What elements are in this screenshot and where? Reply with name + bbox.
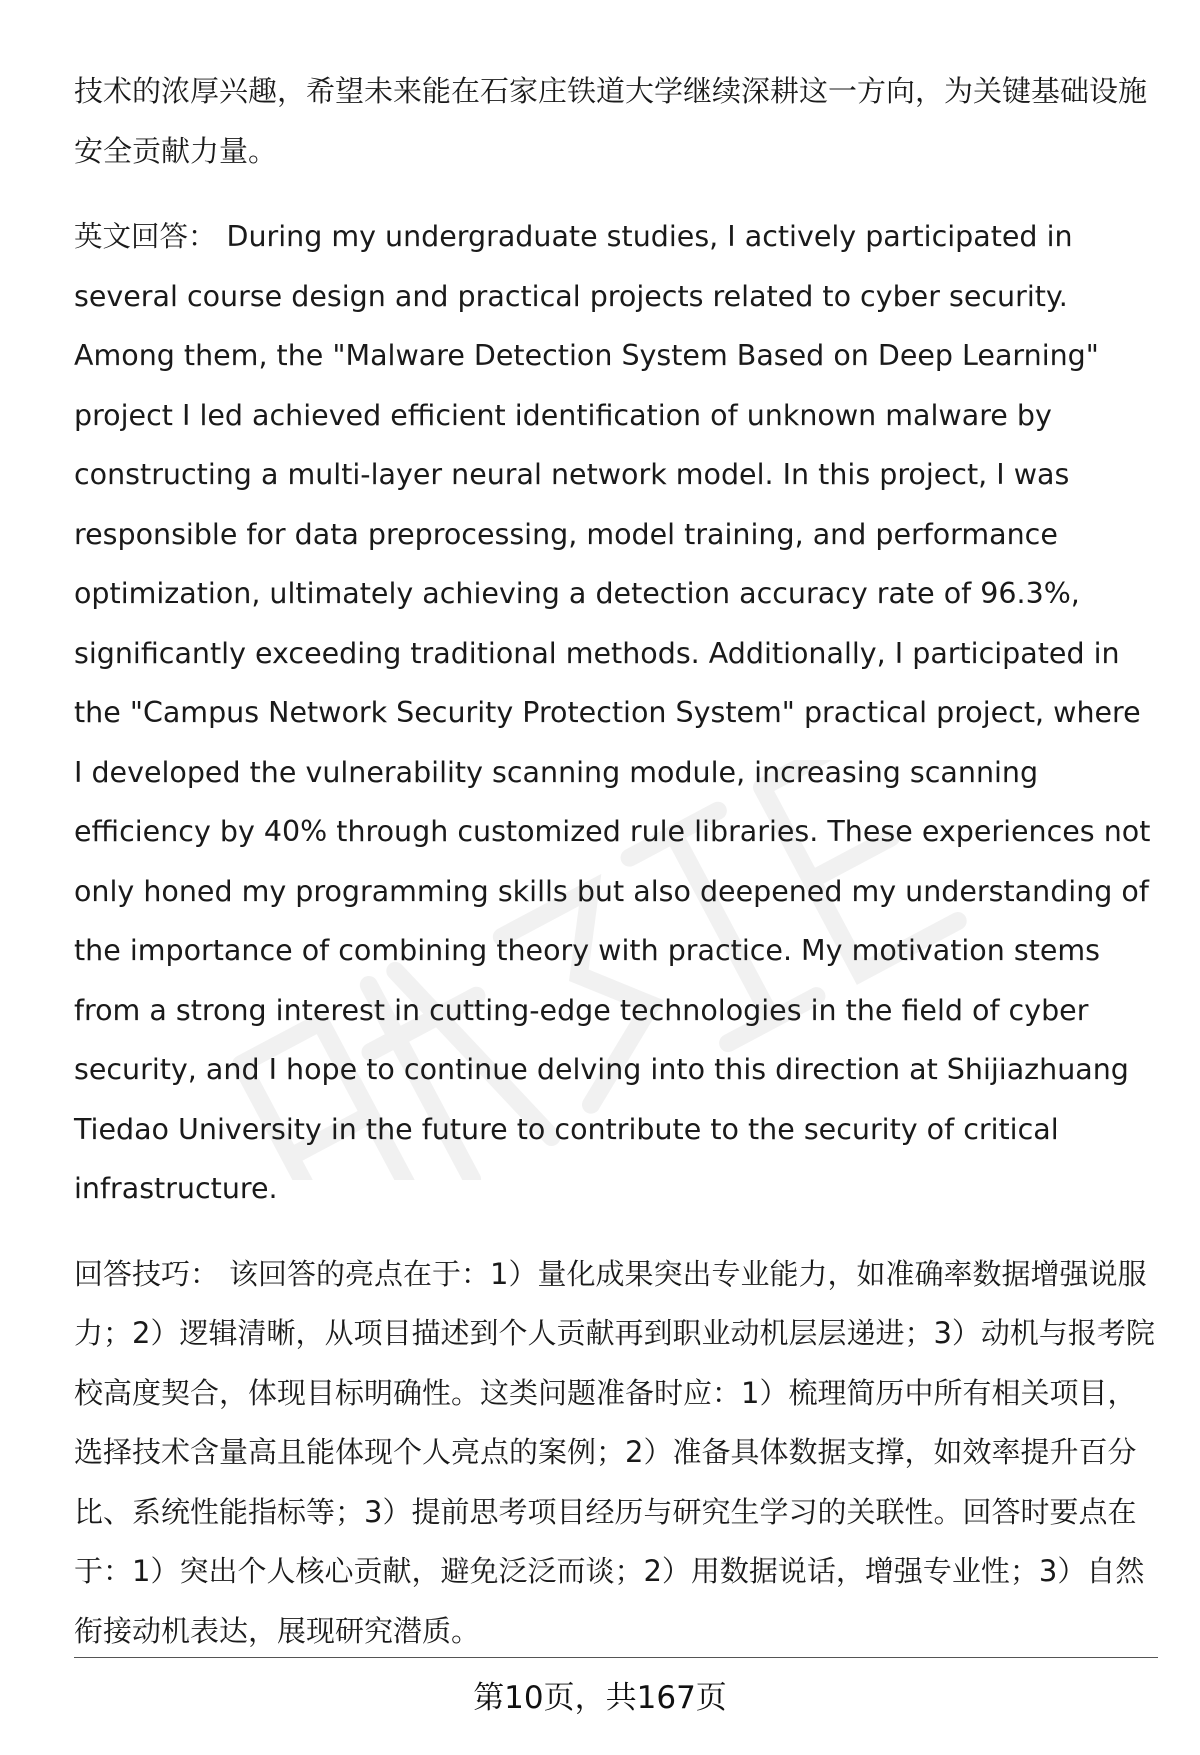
answer-tips-paragraph: [74, 1245, 1158, 1662]
footer-divider: [74, 1657, 1158, 1658]
page-number: 第10页，共167页: [473, 1680, 727, 1716]
intro-paragraph: [74, 62, 1158, 181]
document-body: [74, 62, 1158, 1687]
english-answer-text: During my undergraduate studies, I actively participated in several course design and practical projects related to cyber security. Among them, the "Malware Detection System Based on Deep Learning" project I led achieved efficient identification of unknown malware by constructing a multi-layer neural network model. In this project, I was responsible for data preprocessing, model training, and performance optimization, ultimately achieving a detection accuracy rate of 96.3%, significantly exceeding traditional methods. Additionally, I participated in the "Campus Network Security Protection System" practical project, where I developed the vulnerability scanning module, increasing scanning efficiency by 40% through customized rule libraries. These experiences not only honed my programming skills but also deepened my understanding of the importance of combining theory with practice. My motivation stems from a strong interest in cutting-edge technologies in the field of cyber security, and I hope to continue delving into this direction at Shijiazhuang Tiedao University in the future to contribute to the security of critical infrastructure.: [74, 220, 1151, 1205]
english-answer-paragraph: [74, 207, 1158, 1219]
answer-tips-lead: 回答技巧：: [74, 1256, 220, 1291]
english-answer-lead: 英文回答：: [74, 220, 217, 253]
intro-paragraph-text: 技术的浓厚兴趣，希望未来能在石家庄铁道大学继续深耕这一方向，为关键基础设施安全贡献力量。: [74, 74, 1148, 168]
answer-tips-text: 该回答的亮点在于：1）量化成果突出专业能力，如准确率数据增强说服力；2）逻辑清晰，从项目描述到个人贡献再到职业动机层层递进；3）动机与报考院校高度契合，体现目标明确性。这类问题准备时应：1）梳理简历中所有相关项目，选择技术含量高且能体现个人亮点的案例；2）准备具体数据支撑，如效率提升百分比、系统性能指标等；3）提前思考项目经历与研究生学习的关联性。回答时要点在于：1）突出个人核心贡献，避免泛泛而谈；2）用数据说话，增强专业性；3）自然衔接动机表达，展现研究潜质。: [74, 1256, 1155, 1648]
